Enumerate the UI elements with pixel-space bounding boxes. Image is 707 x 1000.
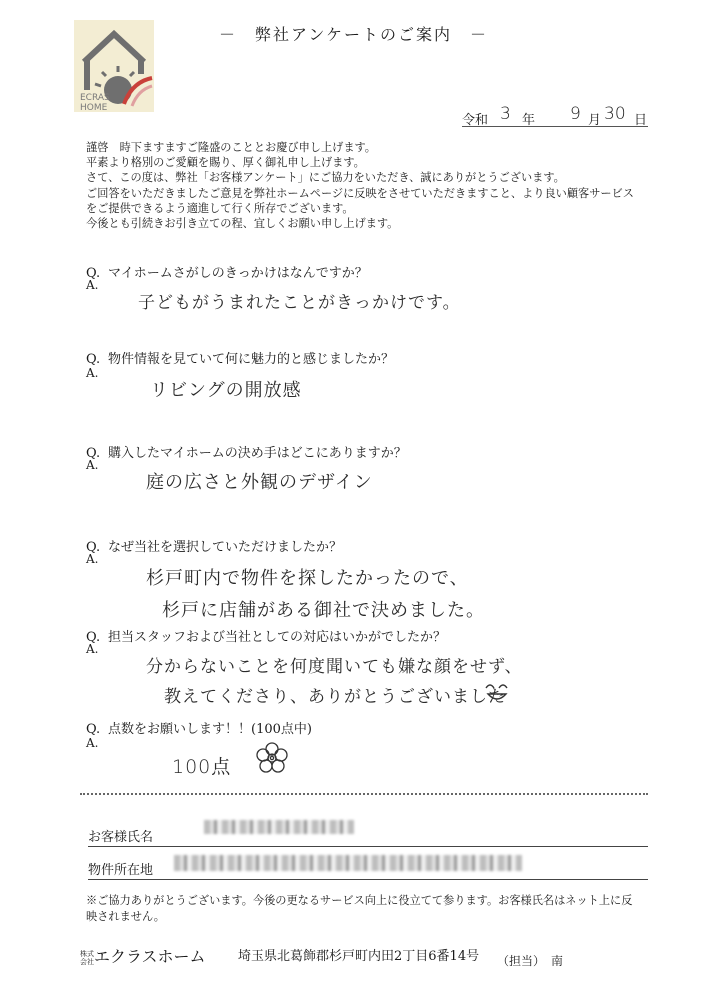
company-address: 埼玉県北葛飾郡杉戸町内田2丁目6番14号	[238, 949, 480, 964]
logo-text-line2: HOME	[80, 103, 108, 112]
a-marker: A.	[86, 366, 99, 380]
house-logo-icon	[74, 20, 154, 112]
answer-6: 100点	[172, 756, 232, 778]
answer-2: リビングの開放感	[150, 380, 302, 401]
answer-5-line-1: 分からないことを何度聞いても嫌な顔をせず、	[146, 657, 523, 677]
smile-face-icon	[482, 680, 512, 704]
customer-name-line	[88, 846, 648, 847]
intro-line: ご回答をいただきましたご意見を弊社ホームページに反映をさせていただきますこと、より良い顧客サービス	[86, 186, 634, 200]
note-line: ※ご協力ありがとうございます。今後の更なるサービス向上に役立てて参ります。お客様氏名はネット上に反	[86, 894, 633, 907]
logo-text-line1: ECRAS	[80, 93, 110, 103]
answer-3: 庭の広さと外観のデザイン	[146, 472, 373, 493]
intro-line: 平素より格別のご愛顧を賜り、厚く御礼申し上げます。	[86, 156, 365, 170]
date-month-unit: 月	[588, 113, 602, 128]
property-location-redacted	[174, 855, 522, 871]
answer-5-line-2: 教えてくださり、ありがとうございました	[164, 687, 506, 707]
date-year-unit: 年	[522, 113, 536, 128]
answer-1: 子どもがうまれたことがきっかけです。	[138, 293, 461, 313]
date-line	[462, 104, 648, 127]
company-name	[80, 944, 206, 967]
answer-4-line-1: 杉戸町内で物件を探したかったので、	[146, 568, 469, 589]
date-day: 30	[604, 104, 626, 124]
company-text: エクラスホーム	[94, 947, 206, 966]
note-line: 映されません。	[86, 910, 165, 923]
a-marker: A.	[86, 642, 99, 656]
date-month: 9	[570, 104, 581, 124]
q-marker: Q.	[86, 446, 101, 461]
rep-name: 南	[551, 954, 564, 968]
q-marker: Q.	[86, 266, 101, 281]
question-text: 担当スタッフおよび当社としての対応はいかがでしたか？	[108, 630, 447, 645]
q-marker: Q.	[86, 352, 101, 367]
intro-line: 謹啓 時下ますますご隆盛のこととお慶び申し上げます。	[86, 141, 376, 154]
a-marker: A.	[86, 736, 99, 750]
question-text: マイホームさがしのきっかけはなんですか？	[108, 266, 368, 281]
company-logo	[74, 20, 154, 112]
question-text: なぜ当社を選択していただけましたか？	[108, 540, 343, 555]
rep-label: （担当）	[497, 954, 546, 968]
question-1	[86, 262, 368, 281]
question-2	[86, 348, 394, 367]
representative	[497, 952, 563, 969]
q-marker: Q.	[86, 540, 101, 555]
q-marker: Q.	[86, 630, 101, 645]
question-5	[86, 626, 446, 645]
question-6	[86, 718, 312, 737]
property-location-label: 物件所在地	[88, 863, 154, 878]
flower-doodle-icon	[254, 740, 290, 776]
a-marker: A.	[86, 458, 99, 472]
question-3	[86, 442, 407, 461]
page-title: － 弊社アンケートのご案内 －	[218, 25, 489, 44]
date-day-unit: 日	[634, 113, 648, 128]
question-4	[86, 536, 342, 555]
intro-line: をご提供できるよう適進して行く所存でございます。	[86, 201, 354, 215]
date-era: 令和	[462, 113, 489, 128]
question-text: 物件情報を見ていて何に魅力的と感じましたか？	[108, 352, 395, 367]
a-marker: A.	[86, 278, 99, 292]
date-year: 3	[500, 104, 511, 124]
section-divider	[80, 793, 648, 795]
a-marker: A.	[86, 552, 99, 566]
intro-line: 今後とも引続きお引き立ての程、宜しくお願い申し上げます。	[86, 217, 399, 231]
thank-you-note	[86, 893, 686, 925]
customer-name-label: お客様氏名	[88, 830, 154, 845]
company-prefix: 株式会社	[80, 949, 94, 966]
intro-line: さて、この度は、弊社「お客様アンケート」にご協力をいただき、誠にありがとうございます。	[86, 171, 565, 185]
q-marker: Q.	[86, 722, 101, 737]
answer-4-line-2: 杉戸に店舗がある御社で決めました。	[162, 600, 485, 621]
customer-name-redacted	[204, 820, 354, 834]
question-text: 購入したマイホームの決め手はどこにありますか？	[108, 446, 407, 461]
intro-text	[86, 140, 686, 231]
property-location-line	[88, 879, 648, 880]
question-text: 点数をお願いします！！(100点中)	[108, 722, 312, 737]
